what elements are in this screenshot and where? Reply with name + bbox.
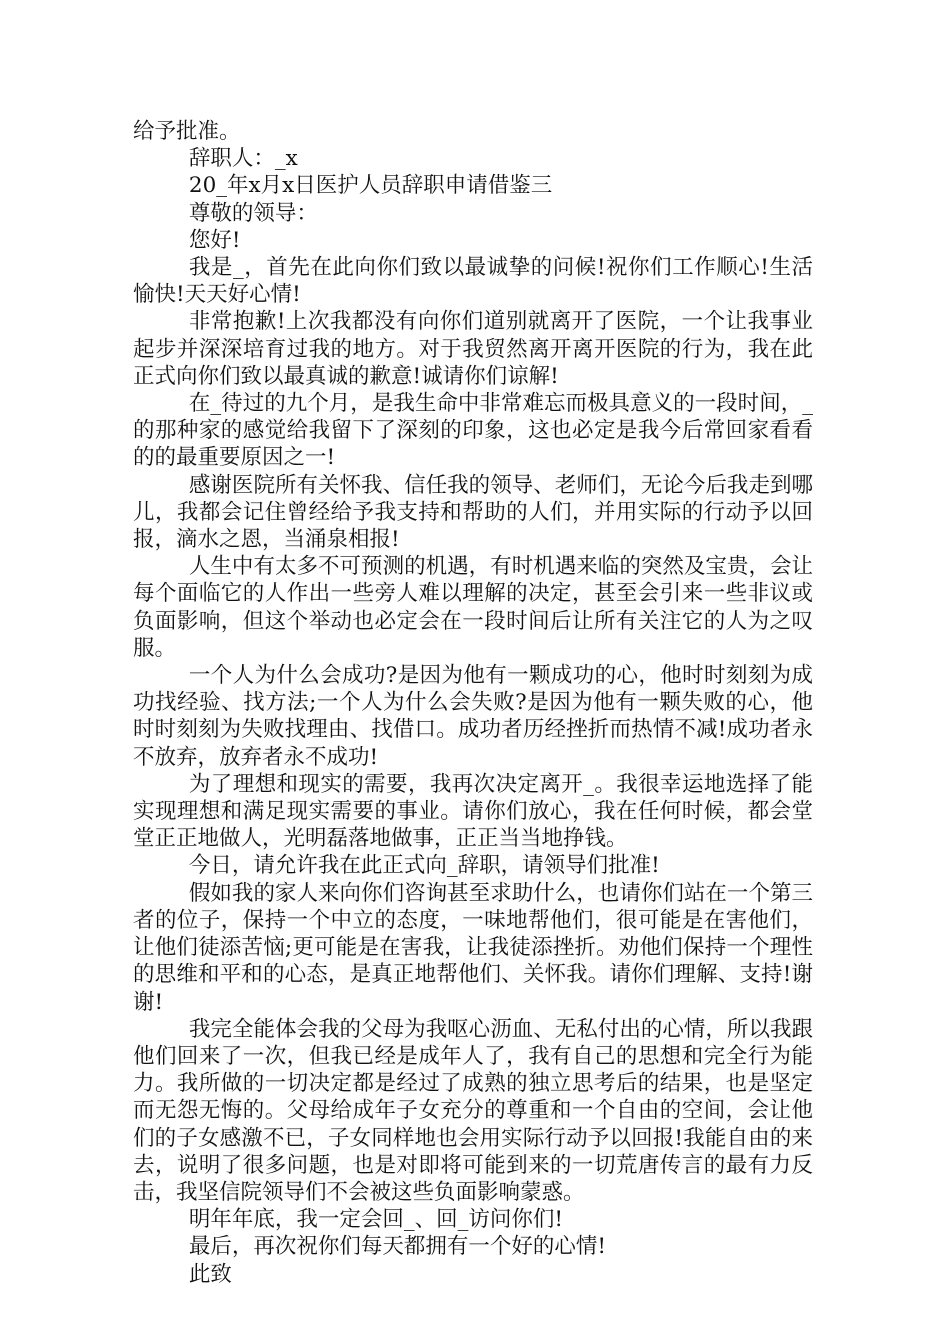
paragraph-opportunity: 人生中有太多不可预测的机遇，有时机遇来临的突然及宝贵，会让每个面临它的人作出一些旁人难以理解的决定，甚至会引来一些非议或负面影响，但这个举动也必定会在一段时间后让所有关注它的人为之叹服。 bbox=[133, 554, 813, 661]
paragraph-decision: 为了理想和现实的需要，我再次决定离开_。我很幸运地选择了能实现理想和满足现实需要的事业。请你们放心，我在任何时候，都会堂堂正正地做人，光明磊落地做事，正正当当地挣钱。 bbox=[133, 771, 813, 852]
paragraph-date-title: 20_年x月x日医护人员辞职申请借鉴三 bbox=[188, 173, 553, 199]
paragraph-closing: 此致 bbox=[188, 1261, 232, 1287]
paragraph-intro: 我是_，首先在此向你们致以最诚挚的问候!祝你们工作顺心!生活愉快!天天好心情! bbox=[133, 255, 813, 308]
paragraph-nine-months: 在_待过的九个月，是我生命中非常难忘而极具意义的一段时间，_的那种家的感觉给我留下了深刻的印象，这也必定是我今后常回家看看的的最重要原因之一! bbox=[133, 391, 813, 471]
document-body bbox=[133, 118, 813, 1288]
paragraph-apology: 非常抱歉!上次我都没有向你们道别就离开了医院，一个让我事业起步并深深培育过我的地方。对于我贸然离开离开医院的行为，我在此正式向你们致以最真诚的歉意!诚请你们谅解! bbox=[133, 309, 813, 389]
paragraph-salutation: 尊敬的领导： bbox=[188, 200, 318, 226]
paragraph-success: 一个人为什么会成功?是因为他有一颗成功的心，他时时刻刻为成功找经验、找方法;一个人为什么会失败?是因为他有一颗失败的心，他时时刻刻为失败找理由、找借口。成功者历经挫折而热情不减!成功者永不放弃，放弃者永不成功! bbox=[133, 663, 813, 770]
paragraph-closing-approval: 给予批准。 bbox=[133, 119, 241, 144]
paragraph-thanks: 感谢医院所有关怀我、信任我的领导、老师们，无论今后我走到哪儿，我都会记住曾经给予我支持和帮助的人们，并用实际的行动予以回报，滴水之恩，当涌泉相报! bbox=[133, 472, 813, 553]
paragraph-visit: 明年年底，我一定会回_、回_访问你们! bbox=[188, 1207, 564, 1233]
paragraph-greeting: 您好! bbox=[188, 227, 241, 253]
paragraph-family: 假如我的家人来向你们咨询甚至求助什么，也请你们站在一个第三者的位子，保持一个中立的态度，一味地帮他们，很可能是在害他们，让他们徒添苦恼;更可能是在害我，让我徒添挫折。劝他们保持一个理性的思维和平和的心态，是真正地帮他们、关怀我。请你们理解、支持!谢谢! bbox=[133, 880, 813, 1015]
paragraph-parents: 我完全能体会我的父母为我呕心沥血、无私付出的心情，所以我跟他们回来了一次，但我已经是成年人了，我有自己的思想和完全行为能力。我所做的一切决定都是经过了成熟的独立思考后的结果，也是坚定而无怨无悔的。父母给成年子女充分的尊重和一个自由的空间，会让他们的子女感激不已，子女同样地也会用实际行动予以回报!我能自由的来去，说明了很多问题，也是对即将可能到来的一切荒唐传言的最有力反击，我坚信院领导们不会被这些负面影响蒙惑。 bbox=[133, 1016, 813, 1205]
paragraph-wishes: 最后，再次祝你们每天都拥有一个好的心情! bbox=[188, 1234, 607, 1260]
paragraph-request: 今日，请允许我在此正式向_辞职，请领导们批准! bbox=[188, 853, 660, 879]
paragraph-signature: 辞职人：_x bbox=[188, 146, 298, 172]
